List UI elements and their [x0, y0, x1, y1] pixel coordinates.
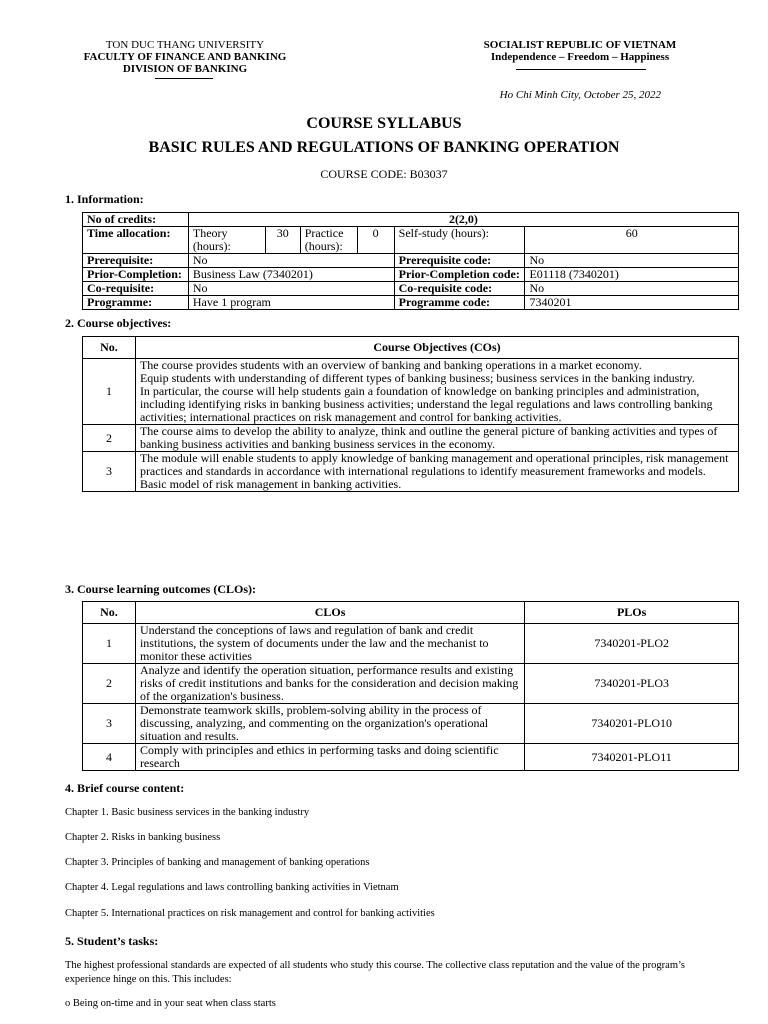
chapter-item: Chapter 1. Basic business services in the banking industry [65, 807, 310, 818]
republic-name: SOCIALIST REPUBLIC OF VIETNAM [483, 39, 677, 51]
clo-number: 4 [83, 744, 136, 771]
table-row [83, 359, 739, 425]
clos-table [82, 601, 739, 771]
credits-label: No of credits: [83, 213, 189, 227]
prior-completion-label: Prior-Completion: [83, 268, 189, 282]
objectives-no-header: No. [83, 337, 136, 359]
table-row [83, 704, 739, 744]
table-row [83, 452, 739, 492]
practice-value: 0 [357, 227, 394, 254]
republic-header [460, 39, 700, 63]
course-code: COURSE CODE: B03037 [320, 167, 448, 181]
objective-number: 2 [83, 425, 136, 452]
table-row [83, 282, 739, 296]
objectives-table [82, 336, 739, 492]
time-allocation-label: Time allocation: [83, 227, 189, 254]
theory-label: Theory (hours): [188, 227, 265, 254]
university-name: TON DUC THANG UNIVERSITY [105, 39, 265, 51]
page-title: COURSE SYLLABUS [306, 115, 462, 132]
objective-text: The module will enable students to apply knowledge of banking management and operational principles, risk management practices and standards in accordance with international regulations to identify measurement frameworks and models. Basic model of risk management in banking activities. [135, 452, 738, 492]
objective-number: 1 [83, 359, 136, 425]
course-title: BASIC RULES AND REGULATIONS OF BANKING OPERATION [148, 139, 620, 156]
chapter-item: Chapter 3. Principles of banking and management of banking operations [65, 857, 370, 868]
table-row [83, 213, 739, 227]
table-row [83, 227, 739, 254]
theory-value: 30 [265, 227, 300, 254]
clo-number: 3 [83, 704, 136, 744]
prerequisite-code-value: No [525, 254, 739, 268]
prior-completion-code-label: Prior-Completion code: [394, 268, 525, 282]
clos-no-header: No. [83, 602, 136, 624]
credits-value: 2(2,0) [188, 213, 738, 227]
table-header-row [83, 602, 739, 624]
practice-label: Practice (hours): [300, 227, 357, 254]
chapter-item: Chapter 2. Risks in banking business [65, 832, 221, 843]
faculty-name: FACULTY OF FINANCE AND BANKING [83, 51, 287, 63]
self-study-value: 60 [525, 227, 739, 254]
document-date: Ho Chi Minh City, October 25, 2022 [499, 89, 661, 101]
clo-text: Comply with principles and ethics in performing tasks and doing scientific research [135, 744, 524, 771]
university-header [70, 39, 300, 75]
plo-code: 7340201-PLO11 [525, 744, 739, 771]
programme-value: Have 1 program [188, 296, 394, 310]
objective-line: In particular, the course will help students gain a foundation of knowledge on banking principles and administration, including identifying risks in banking business activities; understand the legal regulations and laws controlling banking activities; international practices on risk management and control for banking activities. [139, 384, 713, 424]
prerequisite-code-label: Prerequisite code: [394, 254, 525, 268]
clos-plo-header: PLOs [525, 602, 739, 624]
clo-text: Analyze and identify the operation situation, performance results and existing risks of credit institutions and banks for the consideration and decision making of the organization's business. [135, 664, 524, 704]
objective-text [135, 359, 738, 425]
plo-code: 7340201-PLO2 [525, 624, 739, 664]
co-requisite-value: No [188, 282, 394, 296]
prior-completion-value: Business Law (7340201) [188, 268, 394, 282]
clos-clo-header: CLOs [135, 602, 524, 624]
prerequisite-label: Prerequisite: [83, 254, 189, 268]
programme-label: Programme: [83, 296, 189, 310]
clo-text: Understand the conceptions of laws and regulation of bank and credit institutions, the system of documents under the law and the mechanist to monitor these activities [135, 624, 524, 664]
information-table [82, 212, 739, 310]
co-requisite-code-value: No [525, 282, 739, 296]
plo-code: 7340201-PLO10 [525, 704, 739, 744]
table-row [83, 624, 739, 664]
task-item: o Being on-time and in your seat when class starts [65, 998, 276, 1009]
table-row [83, 664, 739, 704]
section-objectives-heading: 2. Course objectives: [65, 316, 172, 330]
clo-number: 2 [83, 664, 136, 704]
objectives-co-header: Course Objectives (COs) [135, 337, 738, 359]
self-study-label: Self-study (hours): [394, 227, 525, 254]
objective-line: The course provides students with an overview of banking and banking operations in a market economy. [139, 358, 642, 372]
plo-code: 7340201-PLO3 [525, 664, 739, 704]
programme-code-value: 7340201 [525, 296, 739, 310]
prior-completion-code-value: E01118 (7340201) [525, 268, 739, 282]
header-right-rule [516, 69, 646, 70]
division-name: DIVISION OF BANKING [122, 63, 248, 75]
section-clos-heading: 3. Course learning outcomes (CLOs): [65, 582, 256, 596]
programme-code-label: Programme code: [394, 296, 525, 310]
table-header-row [83, 337, 739, 359]
section-tasks-heading: 5. Student’s tasks: [65, 934, 159, 948]
table-row [83, 296, 739, 310]
objective-number: 3 [83, 452, 136, 492]
co-requisite-code-label: Co-requisite code: [394, 282, 525, 296]
objective-line: Equip students with understanding of different types of banking business; business services in the banking industry. [139, 371, 695, 385]
section-information-heading: 1. Information: [65, 192, 144, 206]
table-row [83, 268, 739, 282]
clo-number: 1 [83, 624, 136, 664]
section-content-heading: 4. Brief course content: [65, 781, 185, 795]
prerequisite-value: No [188, 254, 394, 268]
motto: Independence – Freedom – Happiness [490, 51, 670, 63]
co-requisite-label: Co-requisite: [83, 282, 189, 296]
chapter-item: Chapter 4. Legal regulations and laws controlling banking activities in Vietnam [65, 882, 399, 893]
table-row [83, 744, 739, 771]
header-left-rule [155, 78, 213, 79]
chapter-item: Chapter 5. International practices on risk management and control for banking activities [65, 908, 435, 919]
objective-text: The course aims to develop the ability to analyze, think and outline the general picture of banking activities and types of banking business activities and banking business services in the economy. [135, 425, 738, 452]
table-row [83, 425, 739, 452]
clo-text: Demonstrate teamwork skills, problem-solving ability in the process of discussing, analyzing, and commenting on the organization's operational situation and results. [135, 704, 524, 744]
table-row [83, 254, 739, 268]
tasks-intro: The highest professional standards are expected of all students who study this course. The collective class reputation and the value of the program’s experience hinge on this. This includes: [65, 960, 686, 985]
